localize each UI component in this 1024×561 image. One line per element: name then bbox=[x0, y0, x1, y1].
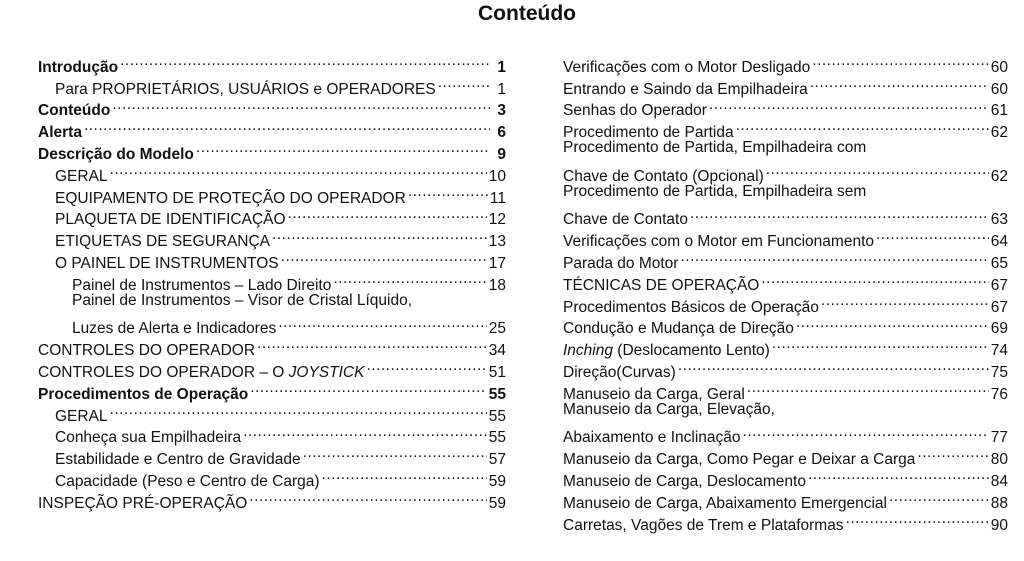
toc-entry bbox=[38, 115, 506, 142]
toc-page-number: 67 bbox=[990, 276, 1008, 294]
toc-page-number: 9 bbox=[497, 145, 506, 163]
toc-entry bbox=[38, 50, 506, 76]
toc-entry-italic: Inching bbox=[563, 342, 613, 360]
toc-page-number: 25 bbox=[488, 320, 506, 338]
toc-leader-dots bbox=[810, 72, 989, 94]
toc-leader-dots bbox=[84, 115, 490, 137]
toc-leader-dots bbox=[766, 159, 989, 181]
toc-page-number: 60 bbox=[990, 80, 1008, 98]
toc-leader-dots bbox=[808, 464, 989, 486]
toc-leader-dots bbox=[257, 333, 487, 355]
toc-entry-title: Parada do Motor bbox=[563, 254, 679, 272]
toc-page-number: 84 bbox=[990, 472, 1008, 490]
toc-page-number: 59 bbox=[488, 494, 506, 512]
toc-entry-title: Manuseio de Carga, Abaixamento Emergencial bbox=[563, 494, 887, 512]
toc-leader-dots bbox=[917, 442, 988, 464]
toc-entry-title: CONTROLES DO OPERADOR bbox=[38, 342, 256, 360]
toc-leader-dots bbox=[322, 464, 487, 486]
toc-leader-dots bbox=[690, 203, 989, 225]
toc-entry-title: Condução e Mudança de Direção bbox=[563, 320, 794, 338]
toc-entry-title: Luzes de Alerta e Indicadores bbox=[72, 320, 277, 338]
toc-page-number: 74 bbox=[990, 342, 1008, 360]
toc-page-number: 55 bbox=[488, 429, 506, 447]
toc-page-number: 90 bbox=[990, 516, 1008, 534]
toc-leader-dots bbox=[243, 421, 487, 443]
toc-page-number: 34 bbox=[488, 342, 506, 360]
toc-leader-dots bbox=[278, 312, 487, 334]
toc-leader-dots bbox=[678, 355, 989, 377]
toc-leader-dots bbox=[120, 50, 490, 72]
toc-page-number: 65 bbox=[990, 254, 1008, 272]
toc-page-number: 1 bbox=[497, 58, 506, 76]
page-title: Conteúdo bbox=[478, 2, 576, 25]
toc-leader-dots bbox=[438, 72, 490, 94]
toc-entry bbox=[563, 159, 1008, 185]
toc-entry-title: ETIQUETAS DE SEGURANÇA bbox=[55, 233, 271, 251]
toc-entry-title: Chave de Contato (Opcional) bbox=[563, 167, 764, 185]
toc-page-number: 62 bbox=[990, 167, 1008, 185]
toc-leader-dots bbox=[747, 377, 989, 399]
toc-page-number: 11 bbox=[489, 189, 506, 207]
toc-entry-title: Direção(Curvas) bbox=[563, 363, 676, 381]
toc-entry-title: Senhas do Operador bbox=[563, 102, 707, 120]
toc-entry-title: Para PROPRIETÁRIOS, USUÁRIOS e OPERADORES bbox=[55, 80, 436, 98]
toc-entry bbox=[38, 181, 506, 207]
toc-leader-dots bbox=[812, 50, 988, 72]
toc-entry-title: CONTROLES DO OPERADOR – O JOYSTICK bbox=[38, 363, 365, 381]
toc-page-number: 6 bbox=[497, 124, 506, 142]
toc-entry-title: GERAL bbox=[55, 167, 108, 185]
toc-page-number: 13 bbox=[488, 233, 506, 251]
toc-entry-title: Painel de Instrumentos – Lado Direito bbox=[72, 276, 332, 294]
toc-page-number: 60 bbox=[990, 58, 1008, 76]
toc-leader-dots bbox=[743, 421, 989, 443]
toc-leader-dots bbox=[303, 442, 487, 464]
toc-page-number: 1 bbox=[497, 80, 506, 98]
toc-entry bbox=[563, 50, 1008, 76]
toc-page-number: 18 bbox=[488, 276, 506, 294]
toc-leader-dots bbox=[709, 94, 989, 116]
toc-leader-dots bbox=[366, 355, 486, 377]
toc-page-number: 80 bbox=[990, 451, 1008, 469]
toc-page-number: 51 bbox=[488, 363, 506, 381]
toc-entry-title: Alerta bbox=[38, 124, 82, 142]
toc-page-number: 75 bbox=[990, 363, 1008, 381]
toc-page-number: 12 bbox=[488, 211, 506, 229]
toc-page-number: 76 bbox=[990, 385, 1008, 403]
toc-page-number: 61 bbox=[990, 102, 1008, 120]
toc-leader-dots bbox=[250, 377, 487, 399]
toc-entry-title: Introdução bbox=[38, 58, 119, 76]
toc-page-number: 55 bbox=[488, 407, 506, 425]
toc-entry bbox=[563, 181, 1008, 203]
toc-page-number: 62 bbox=[990, 124, 1008, 142]
toc-entry bbox=[38, 290, 506, 312]
toc-entry bbox=[38, 421, 506, 447]
toc-leader-dots bbox=[333, 268, 486, 290]
toc-page-number: 69 bbox=[990, 320, 1008, 338]
toc-entry-title: GERAL bbox=[55, 407, 108, 425]
toc-page-number: 63 bbox=[990, 211, 1008, 229]
toc-leader-dots bbox=[889, 486, 989, 508]
toc-leader-dots bbox=[876, 224, 989, 246]
toc-leader-dots bbox=[249, 486, 486, 508]
toc-leader-dots bbox=[196, 137, 490, 159]
toc-entry bbox=[563, 421, 1008, 447]
toc-entry-title: Abaixamento e Inclinação bbox=[563, 429, 741, 447]
toc-entry-title: Painel de Instrumentos – Visor de Cristal Líquido, bbox=[72, 291, 413, 309]
toc-leader-dots bbox=[821, 290, 989, 312]
toc-entry-title: Manuseio de Carga, Deslocamento bbox=[563, 472, 806, 490]
toc-page-number: 3 bbox=[497, 102, 506, 120]
toc-entry-title: EQUIPAMENTO DE PROTEÇÃO DO OPERADOR bbox=[55, 189, 406, 207]
toc-entry-title: TÉCNICAS DE OPERAÇÃO bbox=[563, 276, 760, 294]
toc-leader-dots bbox=[796, 312, 989, 334]
toc-entry-title: Carretas, Vagões de Trem e Plataformas bbox=[563, 516, 844, 534]
toc-entry-italic: JOYSTICK bbox=[288, 363, 365, 381]
toc-entry-title: O PAINEL DE INSTRUMENTOS bbox=[55, 254, 279, 272]
toc-leader-dots bbox=[408, 181, 488, 203]
toc-leader-dots bbox=[772, 333, 989, 355]
toc-right-column bbox=[563, 50, 1008, 534]
toc-leader-dots bbox=[761, 268, 988, 290]
toc-leader-dots bbox=[288, 203, 487, 225]
toc-leader-dots bbox=[112, 94, 490, 116]
toc-entry bbox=[563, 399, 1008, 421]
toc-page-number: 10 bbox=[488, 167, 506, 185]
toc-entry-title: Procedimentos Básicos de Operação bbox=[563, 298, 819, 316]
toc-entry-title: Manuseio da Carga, Como Pegar e Deixar a Carga bbox=[563, 451, 916, 469]
toc-entry-title: Descrição do Modelo bbox=[38, 145, 194, 163]
toc-entry-title: Estabilidade e Centro de Gravidade bbox=[55, 451, 301, 469]
toc-entry-title: Verificações com o Motor Desligado bbox=[563, 58, 811, 76]
toc-entry-title: Capacidade (Peso e Centro de Carga) bbox=[55, 472, 320, 490]
toc-entry-title: INSPEÇÃO PRÉ-OPERAÇÃO bbox=[38, 494, 248, 512]
toc-entry bbox=[38, 312, 506, 338]
toc-leader-dots bbox=[736, 115, 989, 137]
toc-entry-title: Verificações com o Motor em Funcionamento bbox=[563, 233, 874, 251]
toc-entry-title: Inching (Deslocamento Lento) bbox=[563, 342, 770, 360]
toc-leader-dots bbox=[110, 159, 487, 181]
toc-page-number: 64 bbox=[990, 233, 1008, 251]
toc-leader-dots bbox=[110, 399, 487, 421]
toc-leader-dots bbox=[680, 246, 988, 268]
toc-page-number: 55 bbox=[488, 385, 506, 403]
toc-entry bbox=[38, 137, 506, 163]
toc-entry-title: Conheça sua Empilhadeira bbox=[55, 429, 242, 447]
toc-page-number: 67 bbox=[990, 298, 1008, 316]
toc-entry-title: Conteúdo bbox=[38, 102, 111, 120]
toc-entry-title: Manuseio da Carga, Elevação, bbox=[563, 400, 775, 418]
toc-entry-title: Procedimento de Partida, Empilhadeira sem bbox=[563, 182, 867, 200]
toc-entry-title: Manuseio da Carga, Geral bbox=[563, 385, 745, 403]
toc-page-number: 88 bbox=[990, 494, 1008, 512]
toc-entry-title: Chave de Contato bbox=[563, 211, 688, 229]
toc-entry-title: Procedimentos de Operação bbox=[38, 385, 249, 403]
toc-entry-title: Procedimento de Partida bbox=[563, 124, 734, 142]
toc-leader-dots bbox=[846, 508, 989, 530]
toc-page-number: 17 bbox=[488, 254, 506, 272]
toc-entry bbox=[563, 137, 1008, 159]
toc-left-column bbox=[38, 50, 506, 512]
toc-leader-dots bbox=[272, 224, 487, 246]
toc-entry-title: PLAQUETA DE IDENTIFICAÇÃO bbox=[55, 211, 286, 229]
toc-leader-dots bbox=[281, 246, 487, 268]
toc-entry-title: Procedimento de Partida, Empilhadeira com bbox=[563, 139, 867, 157]
toc-page-number: 57 bbox=[488, 451, 506, 469]
toc-entry bbox=[563, 203, 1008, 229]
toc-page-number: 59 bbox=[488, 472, 506, 490]
toc-entry-title: Entrando e Saindo da Empilhadeira bbox=[563, 80, 808, 98]
toc-page-number: 77 bbox=[990, 429, 1008, 447]
